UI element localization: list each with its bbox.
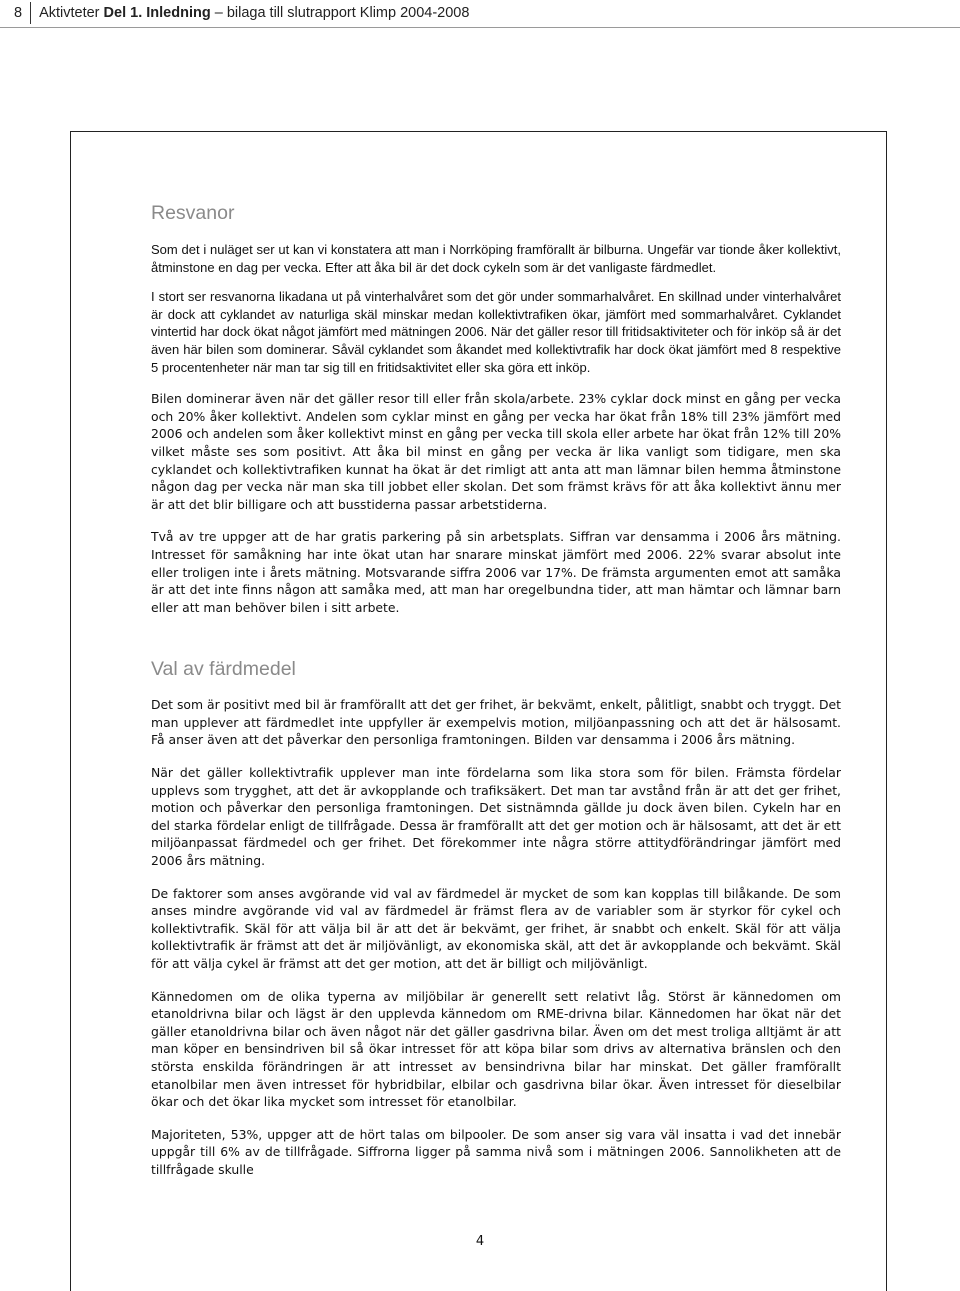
header-divider — [30, 2, 31, 24]
paragraph: Bilen dominerar även när det gäller resor till eller från skola/arbete. 23% cyklar dock minst en gång per vecka och 20% åker kollektivt. Andelen som cyklar minst en gång per vecka har ökat från 18% till 23% jämfört med 2006 och andelen som åker kollektivt minst en gång per vecka till skola eller arbete har ökat från 12% till 20% vilket måste ses som positivt. Att åka bil minst en gång per vecka är lika vanligt som tidigare, men ska cyklandet och kollektivtrafiken kunnat ha ökat är det rimligt att anta att man lämnar bilen hemma åtminstone någon dag per vecka när man ska till jobbet eller skolan. Det som främst krävs för att åka kollektivt ännu mer är att det blir billigare och att busstiderna passar arbetstiderna. — [151, 391, 841, 512]
page-number-footer: 4 — [475, 1234, 485, 1249]
paragraph: Majoriteten, 53%, uppger att de hört talas om bilpooler. De som anser sig vara väl insatta i vad det innebär uppgår till 6% av de tillfrågade. Siffrorna ligger på samma nivå som i mätningen 2006. Sannolikheten att de tillfrågade skulle — [151, 1126, 841, 1177]
header-page-number: 8 — [14, 5, 23, 21]
page-content — [151, 200, 841, 1179]
section-heading-val-av-fardmedel: Val av färdmedel — [151, 658, 296, 681]
header-rule — [0, 27, 960, 28]
header-section-prefix: Aktivteter — [39, 5, 100, 21]
paragraph: I stort ser resvanorna likadana ut på vinterhalvåret som det gör under sommarhalvåret. En skillnad under vinterhalvåret är dock att cyklandet av naturliga skäl minskar medan kollektivtrafiken ökar, jämfört med sommarhalvåret. Cyklandet vintertid har dock ökat något jämfört med mätningen 2006. När det gäller resor till fritidsaktiviteter och för inköp så är det även här bilen som dominerar. Såväl cyklandet som åkandet med kollektivtrafik har dock ökat jämfört med 8 respektive 5 procentenheter när man tar sig till en fritidsaktivitet eller ska göra ett inköp. — [151, 289, 841, 375]
running-header — [14, 0, 960, 26]
paragraph: Kännedomen om de olika typerna av miljöbilar är generellt sett relativt låg. Störst är kännedomen om etanoldrivna bilar och lägst är den upplevda kännedom om RME-drivna bilar. Kännedomen har ökat när det gäller etanoldrivna bilar och även något när det gäller gasdrivna bilar. Även om det mest troliga alltjämt är att man köper en bensindriven bil så ökar intresset för att köpa bilar som drivs av alternativa bränslen och den största enskilda förändringen är att intresset av bensindrivna bilar har minskat. Det gäller framförallt etanolbilar men även intresset för hybridbilar, elbilar och gasdrivna bilar ökar. Även intresset för dieselbilar ökar och det ökar lika mycket som intresset för etanolbilar. — [151, 988, 841, 1110]
paragraph: När det gäller kollektivtrafik upplever man inte fördelarna som lika stora som för bilen. Främsta fördelar upplevs som trygghet, att det är avkopplande och trafiksäkert. Det man tar avstånd från är att det ger frihet, motion och påverkar den personliga framtoningen. Det sistnämnda gällde ju dock även bilen. Cykeln har en del starka fördelar enligt de tillfrågade. Dessa är framförallt att det ger motion och är hälsosamt, att det är ett miljöanpassat färdmedel och ger frihet. Det förekommer inte några större attitydförändringar jämfört med 2006 års mätning. — [151, 765, 841, 869]
header-part-title: Del 1. Inledning — [103, 5, 211, 21]
paragraph: Två av tre uppger att de har gratis parkering på sin arbetsplats. Siffran var densamma i 2006 års mätning. Intresset för samåkning har inte ökat utan har snarare minskat jämfört med 2006. 22% svarar absolut inte eller troligen inte i årets mätning. Motsvarande siffra 2006 var 17%. De främsta argumenten emot att samåka är att det inte finns någon att samåka med, att man har oregelbundna tider, att man hämtar och lämnar barn eller att man behöver bilen i sitt arbete. — [151, 529, 841, 615]
paragraph: De faktorer som anses avgörande vid val av färdmedel är mycket de som kan kopplas till bilåkande. De som anses mindre avgörande vid val av färdmedel är främst flera av de variabler som är styrkor för cykel och kollektivtrafik. Skäl för att välja bil är att det är bekvämt, ger frihet, är snabbt och enkelt. Skäl för att välja kollektivtrafik är främst att det är miljövänligt, av ekonomiska skäl, att det är avkopplande och bekvämt. Skäl för att välja cykel är främst att det ger motion, att det är billigt och miljövänligt. — [151, 885, 841, 971]
section-heading-resvanor: Resvanor — [151, 202, 235, 224]
header-subtitle: – bilaga till slutrapport Klimp 2004-2008 — [214, 5, 470, 21]
paragraph: Som det i nuläget ser ut kan vi konstatera att man i Norrköping framförallt är bilburna. Ungefär var tionde åker kollektivt, åtminstone en dag per vecka. Efter att åka bil är det dock cykeln som är det vanligaste färdmedlet. — [151, 242, 841, 275]
paragraph: Det som är positivt med bil är framförallt att det ger frihet, är bekvämt, enkelt, pålitligt, snabbt och tryggt. Det man upplever att färdmedlet inte uppfyller är exempelvis motion, miljöanpassning och att det är hälsosamt. Få anser även att det påverkar den personliga framtoningen. Bilden var densamma i 2006 års mätning. — [151, 697, 841, 748]
